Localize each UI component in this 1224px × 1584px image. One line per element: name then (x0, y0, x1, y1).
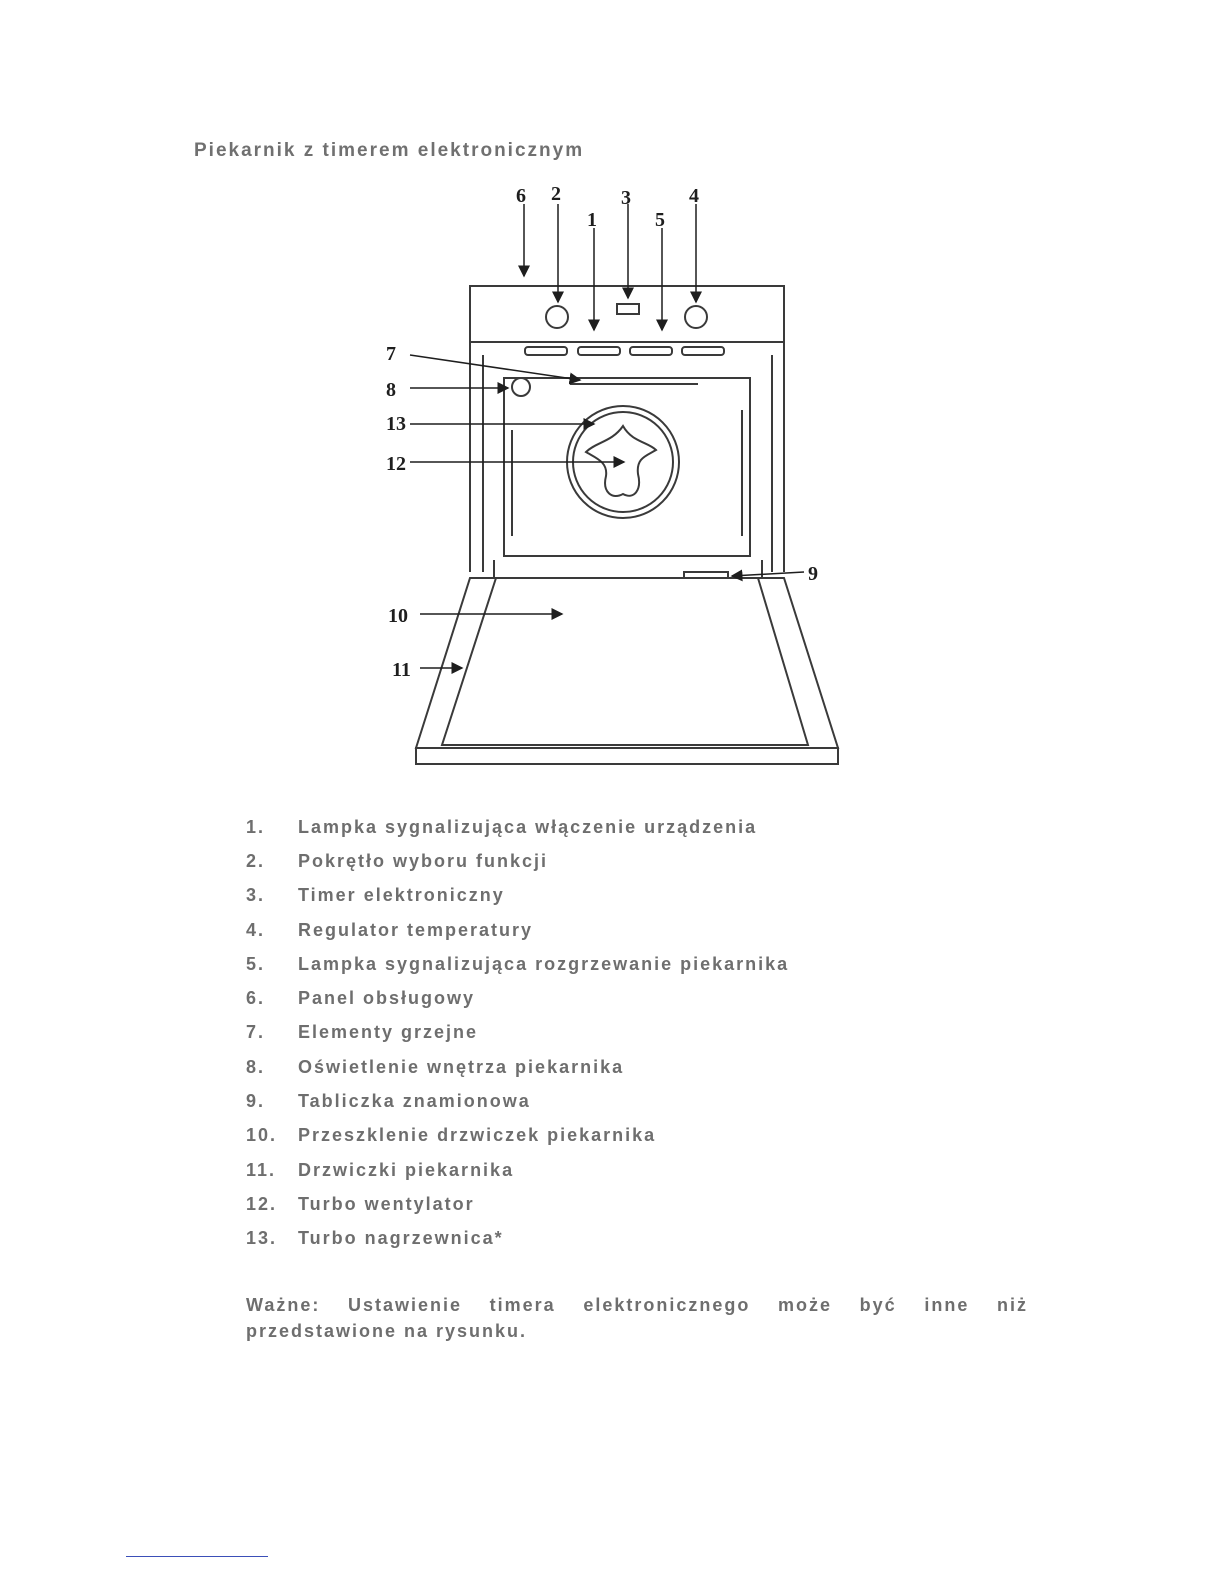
page-title: Piekarnik z timerem elektronicznym (194, 140, 585, 161)
callout-1: 1 (587, 209, 597, 231)
legend-item: 2. Pokrętło wyboru funkcji (246, 850, 549, 871)
timer-display (617, 304, 639, 314)
oven-lamp (512, 378, 530, 396)
callout-2: 2 (551, 183, 561, 205)
legend-item: 7. Elementy grzejne (246, 1022, 479, 1043)
legend-list (246, 810, 789, 1256)
legend-item: 11. Drzwiczki piekarnika (246, 1159, 515, 1180)
callout-8: 8 (386, 379, 396, 401)
callout-10: 10 (388, 605, 408, 627)
callout-13: 13 (386, 413, 406, 435)
legend-item: 6. Panel obsługowy (246, 988, 476, 1009)
callout-3: 3 (621, 187, 631, 209)
important-note: Ważne: Ustawienie timera elektronicznego może być inne niż przedstawione na rysunku. (246, 1295, 1028, 1341)
callout-11: 11 (392, 659, 411, 681)
legend-item: 10. Przeszklenie drzwiczek piekarnika (246, 1125, 657, 1146)
callout-12: 12 (386, 453, 406, 475)
callout-4: 4 (689, 185, 699, 207)
legend-item: 1. Lampka sygnalizująca włączenie urządzenia (246, 816, 758, 837)
oven-drawing (380, 180, 850, 780)
door-glass (442, 578, 808, 745)
callout-5: 5 (655, 209, 665, 231)
oven-cavity (504, 378, 750, 556)
legend-item: 4. Regulator temperatury (246, 919, 534, 940)
callout-7: 7 (386, 343, 396, 365)
oven-diagram (380, 180, 850, 780)
fan-blade (586, 426, 656, 496)
legend-item: 3. Timer elektroniczny (246, 885, 505, 906)
function-knob (546, 306, 568, 328)
legend-item: 9. Tabliczka znamionowa (246, 1091, 531, 1112)
callout-9: 9 (808, 563, 818, 585)
legend-item: 12. Turbo wentylator (246, 1193, 475, 1214)
legend-item: 13. Turbo nagrzewnica* (246, 1228, 504, 1249)
legend-item: 8. Oświetlenie wnętrza piekarnika (246, 1056, 625, 1077)
oven-door (416, 578, 838, 748)
footnote-separator (126, 1556, 268, 1557)
legend-item: 5. Lampka sygnalizująca rozgrzewanie piekarnika (246, 953, 790, 974)
temperature-knob (685, 306, 707, 328)
callout-6: 6 (516, 185, 526, 207)
